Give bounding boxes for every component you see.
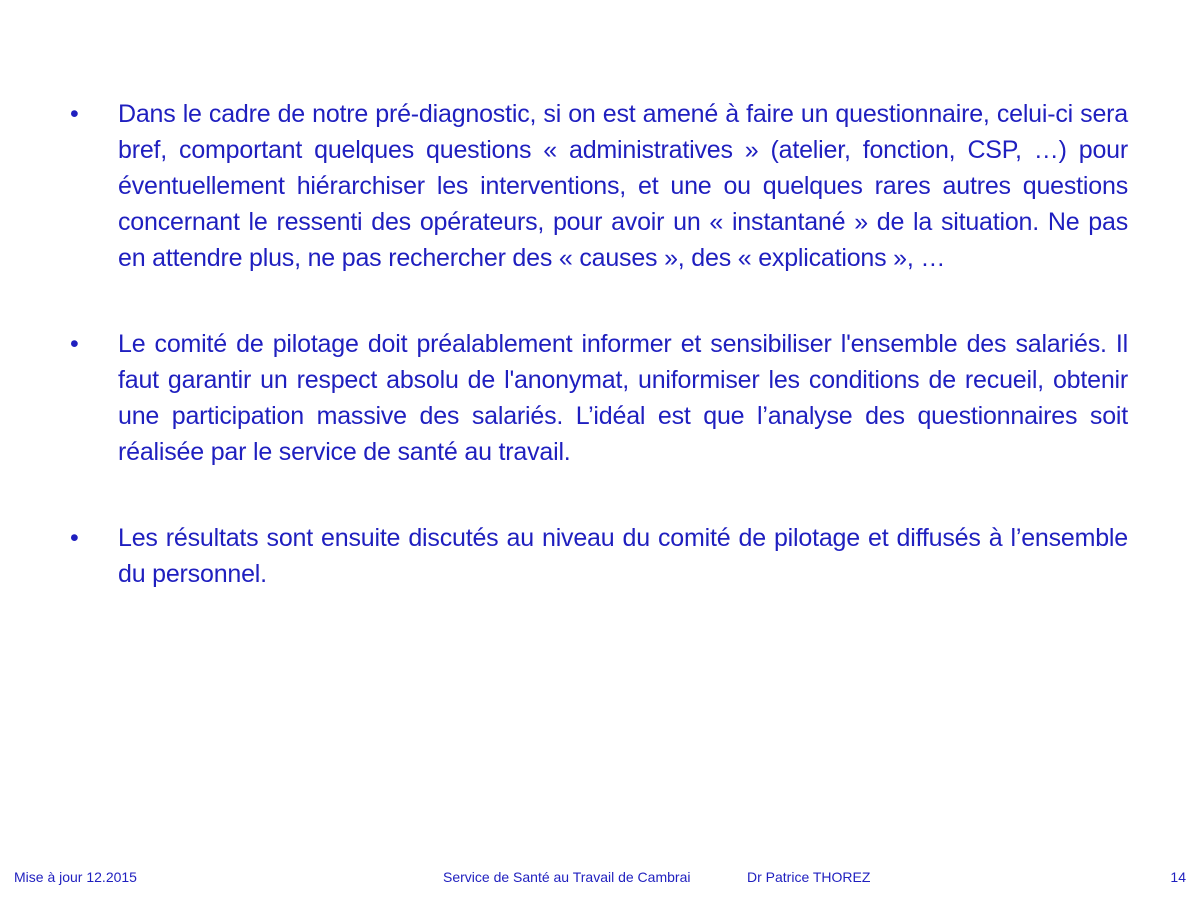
bullet-text: Les résultats sont ensuite discutés au niveau du comité de pilotage et diffusés à l’ensemble du personnel.	[118, 524, 1128, 588]
bullet-item-2	[70, 326, 1128, 470]
bullet-item-1	[70, 96, 1128, 276]
bullet-marker-icon: •	[70, 524, 79, 552]
bullet-marker-icon: •	[70, 100, 79, 128]
footer-author: Dr Patrice THOREZ	[747, 869, 871, 885]
bullet-text: Dans le cadre de notre pré-diagnostic, si on est amené à faire un questionnaire, celui-ci sera bref, comportant quelques questions « administratives » (atelier, fonction, CSP, …) pour éventuellement hiérarchiser les interventions, et une ou quelques rares autres questions concernant le ressenti des opérateurs, pour avoir un « instantané » de la situation. Ne pas en attendre plus, ne pas rechercher des « causes », des « explications », …	[118, 100, 1128, 272]
bullet-text: Le comité de pilotage doit préalablement informer et sensibiliser l'ensemble des salariés. Il faut garantir un respect absolu de l'anonymat, uniformiser les conditions de recueil, obtenir une participation massive des salariés. L’idéal est que l’analyse des questionnaires soit réalisée par le service de santé au travail.	[118, 330, 1128, 466]
bullet-item-3	[70, 520, 1128, 592]
bullet-marker-icon: •	[70, 330, 79, 358]
bullet-list	[70, 96, 1128, 592]
footer-date: Mise à jour 12.2015	[14, 869, 137, 885]
footer-service: Service de Santé au Travail de Cambrai	[443, 869, 691, 885]
page-number: 14	[1170, 869, 1186, 885]
